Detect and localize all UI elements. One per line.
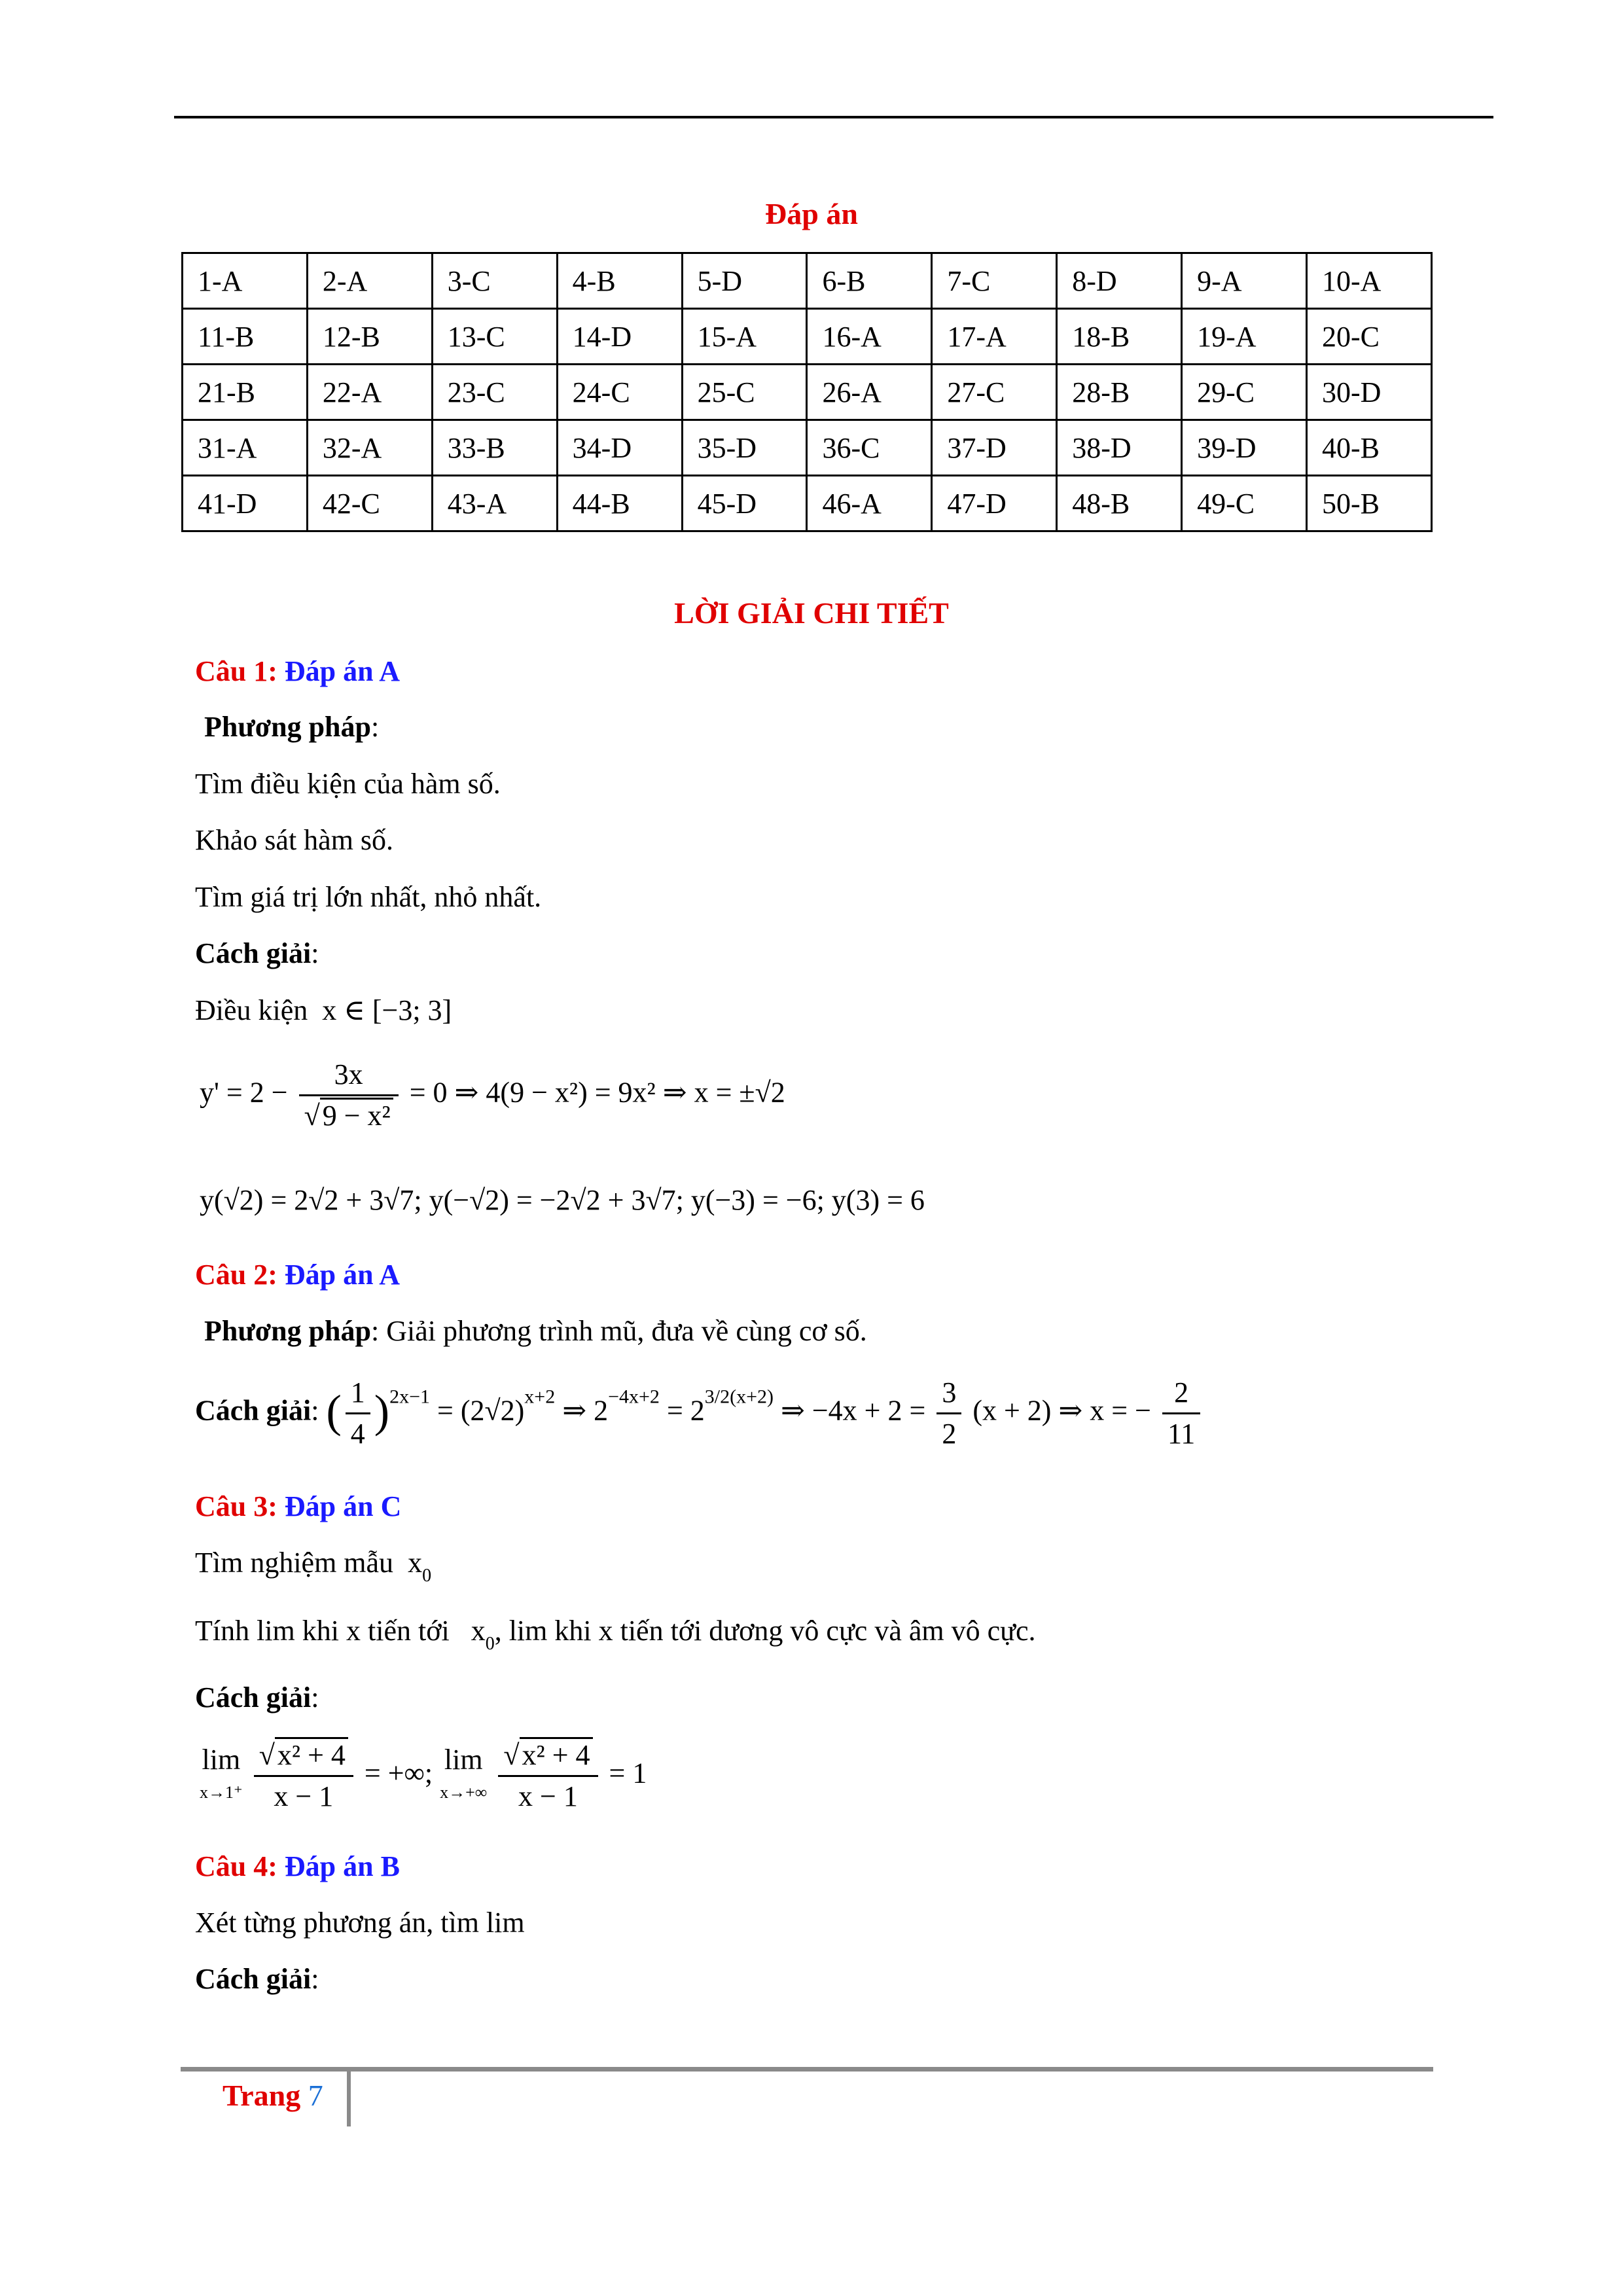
q1-values: y(√2) = 2√2 + 3√7; y(−√2) = −2√2 + 3√7; y(−3) = −6; y(3) = 6	[200, 1184, 925, 1216]
q4-solution-label: Cách giải	[195, 1963, 312, 1995]
answer-cell: 4-B	[557, 253, 682, 309]
q1-deriv-num: 3x	[299, 1055, 399, 1096]
answer-cell: 17-A	[932, 309, 1057, 365]
answer-cell: 23-C	[432, 365, 557, 420]
q2-answer: Đáp án A	[284, 1259, 400, 1291]
q4-heading	[195, 1850, 400, 1883]
q1-method-label: Phương pháp	[204, 711, 371, 743]
header-rule	[174, 116, 1493, 118]
q1-deriv-den: √9 − x²	[299, 1096, 399, 1136]
answer-cell: 45-D	[682, 476, 807, 531]
answer-row	[183, 253, 1432, 309]
answer-cell: 46-A	[807, 476, 932, 531]
answer-cell: 19-A	[1182, 309, 1307, 365]
answer-cell: 21-B	[183, 365, 308, 420]
q4-solution: Cách giải:	[195, 1963, 319, 1995]
answer-cell: 22-A	[307, 365, 432, 420]
q2-fraction-3: $\frac{2}{11}$	[1162, 1373, 1200, 1454]
answer-cell: 42-C	[307, 476, 432, 531]
answer-cell: 20-C	[1307, 309, 1432, 365]
q1-method	[204, 710, 379, 744]
answer-cell: 10-A	[1307, 253, 1432, 309]
answer-cell: 39-D	[1182, 420, 1307, 476]
q3-step-2: Tính lim khi x tiến tới $x_0$, lim khi x tiến tới dương vô cực và âm vô cực.	[195, 1615, 1036, 1654]
q2-fraction-2: $\frac{3}{2}$	[936, 1373, 961, 1454]
answer-row	[183, 365, 1432, 420]
q1-deriv-right: = 0 ⇒ 4(9 − x²) = 9x² ⇒ x = ±√2	[409, 1076, 785, 1109]
q2-solution-label: Cách giải	[195, 1394, 312, 1427]
answer-cell: 43-A	[432, 476, 557, 531]
answer-cell: 6-B	[807, 253, 932, 309]
answer-cell: 5-D	[682, 253, 807, 309]
q1-condition-math: x ∈ [−3; 3]	[322, 994, 452, 1026]
q3-fraction-2: $\frac{\text{√x² + 4}}{x - 1}$	[498, 1736, 597, 1816]
q3-lim-1: lim x→1⁺	[200, 1743, 243, 1802]
answer-cell: 3-C	[432, 253, 557, 309]
answer-table	[181, 252, 1433, 532]
q1-step-3: Tìm giá trị lớn nhất, nhỏ nhất.	[195, 881, 542, 913]
answer-cell: 37-D	[932, 420, 1057, 476]
q2-method	[204, 1314, 867, 1348]
answer-cell: 30-D	[1307, 365, 1432, 420]
answer-row	[183, 476, 1432, 531]
answer-cell: 9-A	[1182, 253, 1307, 309]
answer-cell: 50-B	[1307, 476, 1432, 531]
q2-method-text: : Giải phương trình mũ, đưa về cùng cơ số.	[371, 1315, 867, 1347]
answer-cell: 25-C	[682, 365, 807, 420]
answer-cell: 40-B	[1307, 420, 1432, 476]
q2-exp-3: −4x+2	[608, 1386, 660, 1408]
answer-cell: 8-D	[1057, 253, 1182, 309]
answer-cell: 44-B	[557, 476, 682, 531]
q2-exp-4: 3/2(x+2)	[704, 1386, 774, 1408]
answer-cell: 32-A	[307, 420, 432, 476]
q3-answer: Đáp án C	[284, 1490, 402, 1522]
q2-solution: Cách giải: ( $\frac{1}{4}$ )$^{2x-1} = (2√2)^{x+2}$ ⇒ $2^{-4x+2} = 2^{3/2(x+2)}$ ⇒ −4x + 2 = $\frac{3}{2}$ (x + 2) ⇒ x = − $\frac{2}{11}$	[195, 1373, 1204, 1454]
answer-cell: 27-C	[932, 365, 1057, 420]
answer-cell: 12-B	[307, 309, 432, 365]
answer-cell: 18-B	[1057, 309, 1182, 365]
answer-cell: 15-A	[682, 309, 807, 365]
answer-cell: 13-C	[432, 309, 557, 365]
answer-cell: 1-A	[183, 253, 308, 309]
answer-cell: 2-A	[307, 253, 432, 309]
answer-key-title: Đáp án	[765, 197, 858, 230]
answer-cell: 26-A	[807, 365, 932, 420]
answer-cell: 34-D	[557, 420, 682, 476]
q3-solution: Cách giải:	[195, 1681, 319, 1713]
answer-cell: 36-C	[807, 420, 932, 476]
q2-label: Câu 2:	[195, 1259, 277, 1291]
q3-limits: lim x→1⁺ $\frac{\text{√x² + 4}}{x - 1}$ = +∞; lim x→+∞ $\frac{\text{√x² + 4}}{x - 1}$ = 1	[200, 1736, 647, 1816]
answer-cell: 35-D	[682, 420, 807, 476]
q3-label: Câu 3:	[195, 1490, 277, 1522]
q1-heading	[195, 655, 400, 688]
answer-cell: 38-D	[1057, 420, 1182, 476]
answer-row	[183, 309, 1432, 365]
q1-deriv-fraction	[299, 1055, 399, 1136]
answer-cell: 47-D	[932, 476, 1057, 531]
answer-cell: 7-C	[932, 253, 1057, 309]
q1-solution-label: Cách giải	[195, 937, 312, 969]
q1-deriv-left: y' = 2 −	[200, 1076, 288, 1109]
footer-rule	[181, 2067, 1433, 2072]
answer-cell: 48-B	[1057, 476, 1182, 531]
answer-cell: 14-D	[557, 309, 682, 365]
q2-heading	[195, 1258, 400, 1291]
q1-condition-text: Điều kiện	[195, 994, 308, 1026]
page-number: Trang 7	[223, 2079, 323, 2112]
answer-cell: 16-A	[807, 309, 932, 365]
answer-cell: 49-C	[1182, 476, 1307, 531]
q1-answer: Đáp án A	[284, 655, 400, 687]
q1-step-2: Khảo sát hàm số.	[195, 824, 394, 856]
solution-title: LỜI GIẢI CHI TIẾT	[674, 596, 949, 630]
answer-cell: 29-C	[1182, 365, 1307, 420]
q2-method-label: Phương pháp	[204, 1315, 371, 1347]
q2-fraction-1: $\frac{1}{4}$	[346, 1373, 370, 1454]
q3-heading	[195, 1490, 401, 1523]
answer-cell: 24-C	[557, 365, 682, 420]
q1-solution: Cách giải:	[195, 937, 319, 969]
answer-cell: 41-D	[183, 476, 308, 531]
q3-lim-2: lim x→+∞	[440, 1743, 488, 1802]
q3-fraction-1: $\frac{\text{√x² + 4}}{x - 1}$	[254, 1736, 353, 1816]
q1-step-1: Tìm điều kiện của hàm số.	[195, 768, 501, 800]
q2-exp-2: x+2	[524, 1386, 556, 1408]
answer-row	[183, 420, 1432, 476]
q4-label: Câu 4:	[195, 1850, 277, 1882]
answer-cell: 33-B	[432, 420, 557, 476]
q4-answer: Đáp án B	[284, 1850, 400, 1882]
footer-divider	[347, 2072, 351, 2126]
q1-method-colon: :	[371, 711, 380, 743]
q1-derivative	[200, 1055, 785, 1136]
q1-condition	[195, 994, 452, 1027]
q2-exp-1: 2x−1	[389, 1386, 431, 1408]
q1-label: Câu 1:	[195, 655, 277, 687]
answer-cell: 28-B	[1057, 365, 1182, 420]
answer-cell: 11-B	[183, 309, 308, 365]
q4-step-1: Xét từng phương án, tìm lim	[195, 1907, 525, 1939]
q3-step-1: Tìm nghiệm mẫu $x_0$	[195, 1547, 432, 1586]
answer-cell: 31-A	[183, 420, 308, 476]
q3-solution-label: Cách giải	[195, 1681, 312, 1713]
